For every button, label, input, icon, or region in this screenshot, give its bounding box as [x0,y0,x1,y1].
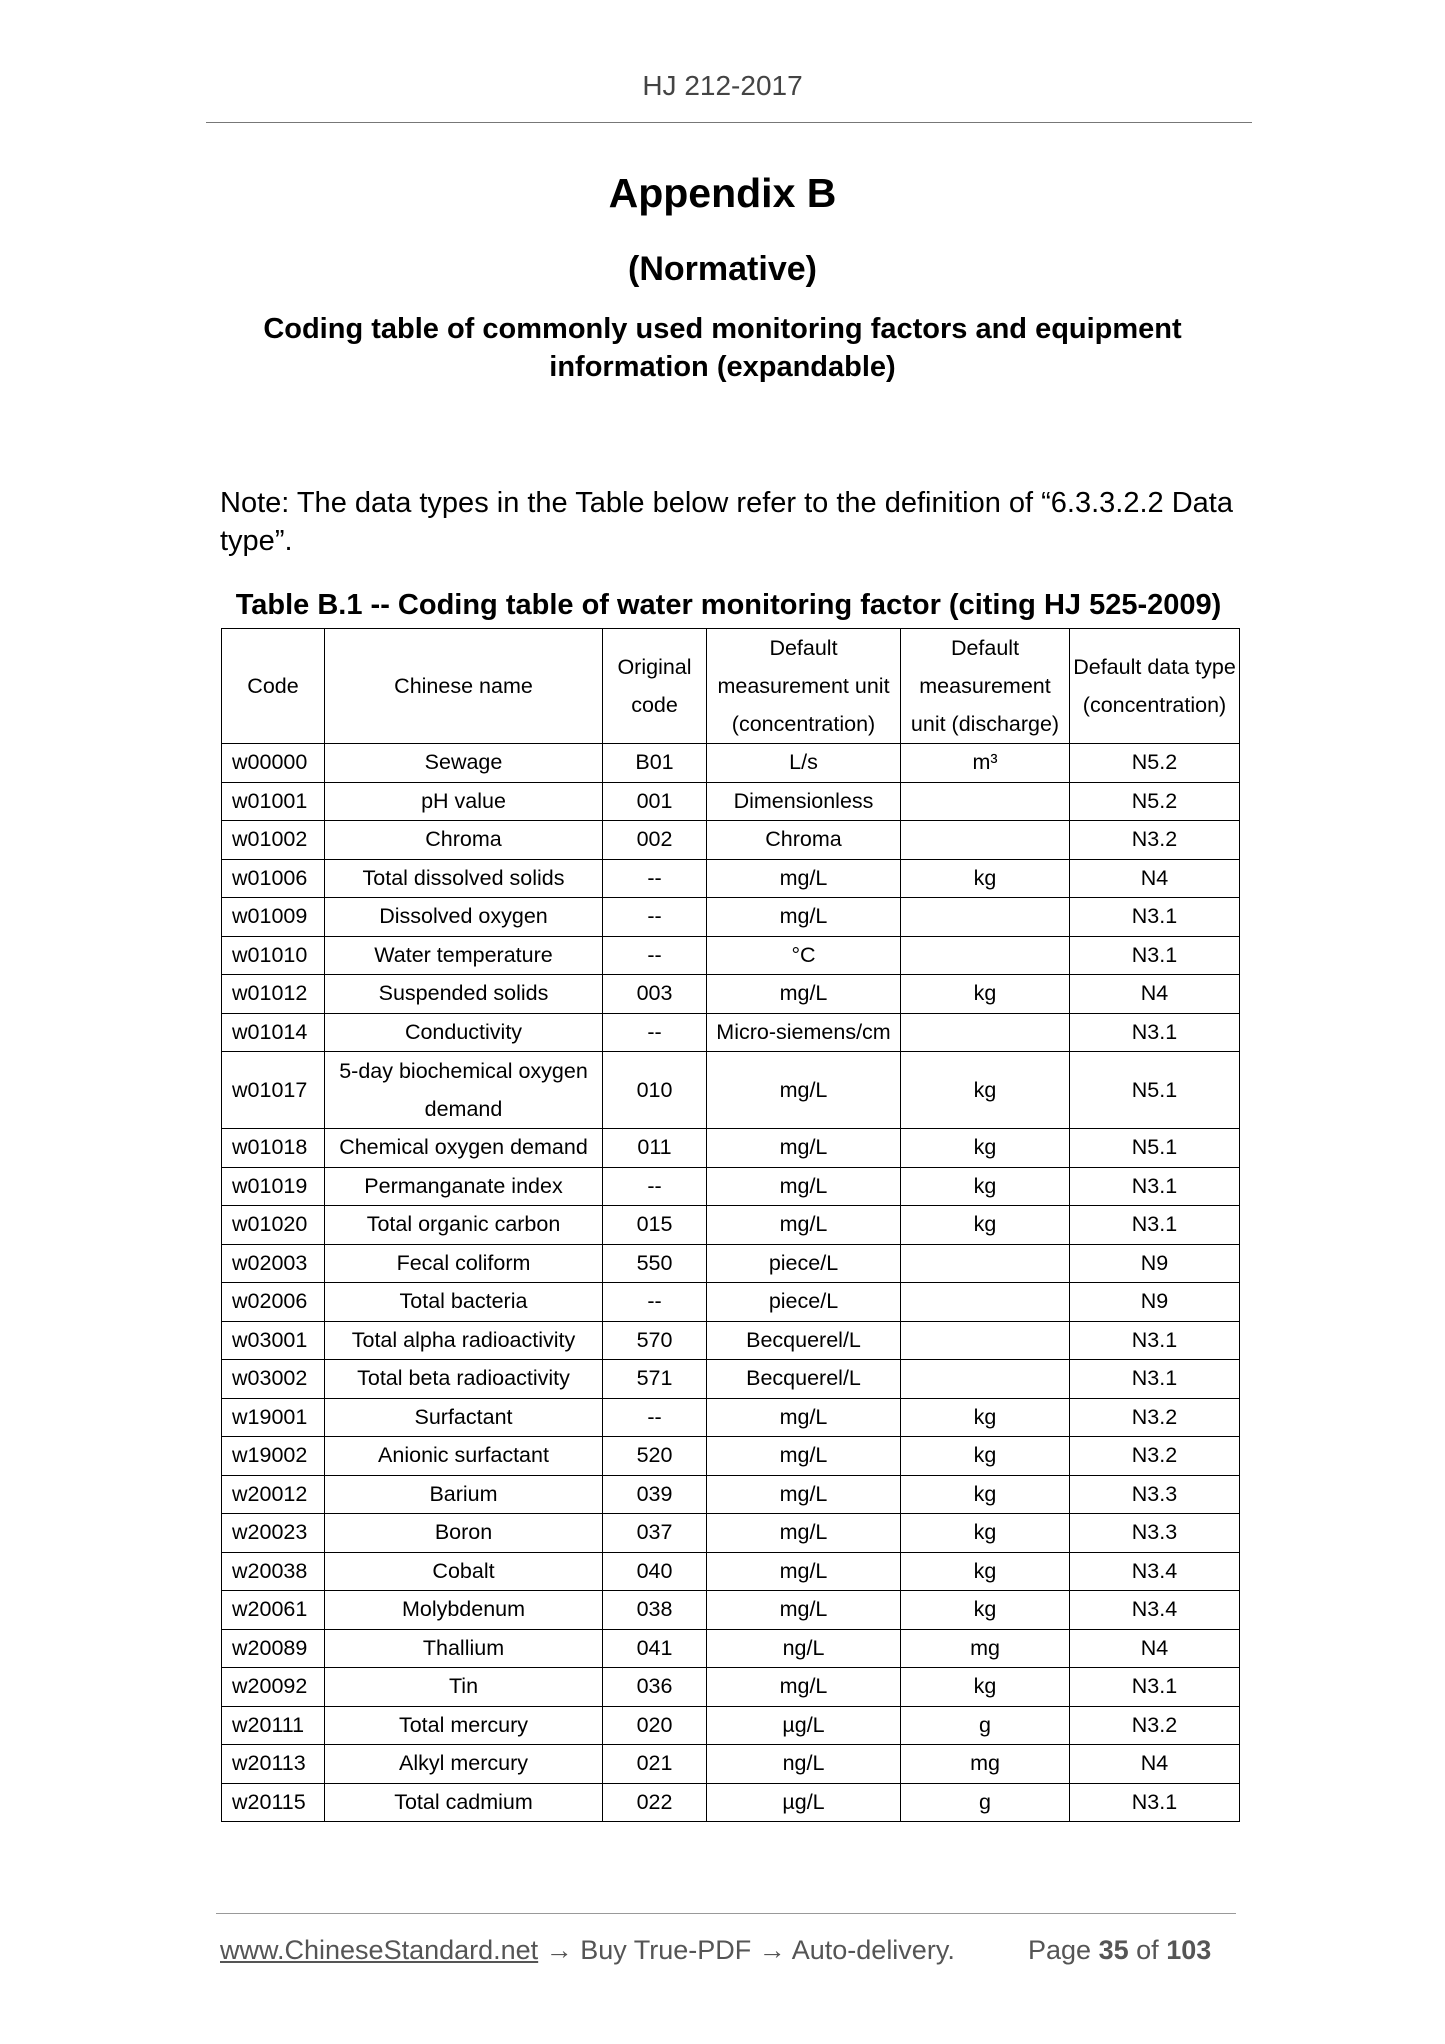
cell-chinese-name: Total dissolved solids [325,859,603,898]
cell-unit-discharge: kg [901,1514,1070,1553]
table-row [222,898,1240,937]
cell-code: w20115 [222,1783,325,1822]
cell-code: w03001 [222,1321,325,1360]
cell-unit-concentration: piece/L [707,1283,901,1322]
page-label: Page [1028,1935,1092,1965]
table-row [222,1398,1240,1437]
cell-code: w03002 [222,1360,325,1399]
cell-chinese-name: Chroma [325,821,603,860]
cell-code: w20092 [222,1668,325,1707]
header-unit-discharge: Default measurement unit (discharge) [901,629,1070,744]
table-row [222,936,1240,975]
cell-chinese-name: pH value [325,782,603,821]
cell-original-code: B01 [603,744,707,783]
cell-chinese-name: 5-day biochemical oxygen demand [325,1052,603,1129]
cell-data-type: N5.1 [1070,1129,1240,1168]
cell-original-code: -- [603,1398,707,1437]
cell-unit-discharge: g [901,1706,1070,1745]
cell-data-type: N3.1 [1070,1206,1240,1245]
table-row [222,1668,1240,1707]
table-row [222,1706,1240,1745]
cell-code: w01017 [222,1052,325,1129]
cell-unit-concentration: mg/L [707,898,901,937]
cell-chinese-name: Total organic carbon [325,1206,603,1245]
cell-unit-concentration: ng/L [707,1745,901,1784]
cell-code: w20061 [222,1591,325,1630]
cell-chinese-name: Sewage [325,744,603,783]
cell-original-code: 003 [603,975,707,1014]
cell-code: w01001 [222,782,325,821]
cell-unit-discharge: kg [901,1398,1070,1437]
cell-original-code: 036 [603,1668,707,1707]
cell-code: w20012 [222,1475,325,1514]
cell-chinese-name: Total cadmium [325,1783,603,1822]
cell-data-type: N3.3 [1070,1514,1240,1553]
table-caption: Table B.1 -- Coding table of water monitoring factor (citing HJ 525-2009) [235,589,1222,621]
cell-data-type: N3.1 [1070,1783,1240,1822]
cell-chinese-name: Surfactant [325,1398,603,1437]
header-divider [206,122,1252,123]
cell-chinese-name: Cobalt [325,1552,603,1591]
cell-chinese-name: Suspended solids [325,975,603,1014]
cell-chinese-name: Total beta radioactivity [325,1360,603,1399]
cell-data-type: N3.1 [1070,1668,1240,1707]
table-row [222,1629,1240,1668]
header-chinese-name: Chinese name [325,629,603,744]
cell-unit-discharge: kg [901,1668,1070,1707]
cell-chinese-name: Molybdenum [325,1591,603,1630]
cell-unit-concentration: Becquerel/L [707,1321,901,1360]
page-of-label: of [1136,1935,1159,1965]
cell-code: w20023 [222,1514,325,1553]
cell-chinese-name: Anionic surfactant [325,1437,603,1476]
cell-unit-discharge: kg [901,1591,1070,1630]
cell-code: w01014 [222,1013,325,1052]
cell-original-code: 041 [603,1629,707,1668]
cell-data-type: N3.3 [1070,1475,1240,1514]
cell-data-type: N3.1 [1070,1167,1240,1206]
cell-data-type: N3.1 [1070,1013,1240,1052]
cell-unit-discharge: kg [901,975,1070,1014]
table-row [222,1283,1240,1322]
cell-unit-discharge [901,782,1070,821]
table-row [222,1244,1240,1283]
cell-unit-concentration: L/s [707,744,901,783]
cell-original-code: 550 [603,1244,707,1283]
cell-data-type: N3.2 [1070,821,1240,860]
cell-unit-discharge: kg [901,1206,1070,1245]
cell-chinese-name: Total mercury [325,1706,603,1745]
cell-original-code: 011 [603,1129,707,1168]
table-row [222,1013,1240,1052]
cell-unit-concentration: µg/L [707,1706,901,1745]
cell-unit-concentration: mg/L [707,859,901,898]
promo-text: → Buy True-PDF → Auto-delivery. [538,1935,955,1965]
cell-chinese-name: Conductivity [325,1013,603,1052]
cell-unit-concentration: mg/L [707,1514,901,1553]
appendix-title: Appendix B [608,170,837,216]
cell-code: w01019 [222,1167,325,1206]
cell-original-code: -- [603,1013,707,1052]
cell-code: w01002 [222,821,325,860]
table-row [222,1783,1240,1822]
header-original-code: Original code [603,629,707,744]
cell-data-type: N3.2 [1070,1437,1240,1476]
cell-unit-discharge [901,1360,1070,1399]
cell-unit-concentration: mg/L [707,1206,901,1245]
cell-data-type: N3.1 [1070,1321,1240,1360]
cell-code: w01006 [222,859,325,898]
cell-data-type: N9 [1070,1283,1240,1322]
table-row [222,1437,1240,1476]
table-row [222,1206,1240,1245]
cell-data-type: N3.1 [1070,1360,1240,1399]
cell-code: w20113 [222,1745,325,1784]
cell-data-type: N4 [1070,1629,1240,1668]
cell-unit-concentration: Dimensionless [707,782,901,821]
table-row [222,1167,1240,1206]
table-row [222,1475,1240,1514]
cell-unit-discharge [901,1244,1070,1283]
cell-data-type: N4 [1070,1745,1240,1784]
cell-original-code: 037 [603,1514,707,1553]
cell-unit-concentration: mg/L [707,1052,901,1129]
cell-unit-concentration: mg/L [707,1552,901,1591]
cell-chinese-name: Total alpha radioactivity [325,1321,603,1360]
table-row [222,782,1240,821]
cell-original-code: 570 [603,1321,707,1360]
cell-unit-concentration: mg/L [707,1437,901,1476]
table-row [222,859,1240,898]
cell-unit-concentration: Micro-siemens/cm [707,1013,901,1052]
cell-original-code: -- [603,898,707,937]
table-row [222,1591,1240,1630]
header-data-type: Default data type (concentration) [1070,629,1240,744]
cell-original-code: 015 [603,1206,707,1245]
table-row [222,744,1240,783]
cell-original-code: -- [603,1167,707,1206]
cell-unit-discharge [901,1283,1070,1322]
cell-original-code: -- [603,1283,707,1322]
appendix-subtitle: (Normative) [628,250,817,288]
cell-chinese-name: Barium [325,1475,603,1514]
cell-unit-concentration: mg/L [707,1591,901,1630]
monitoring-factor-table [221,628,1240,1822]
cell-code: w01010 [222,936,325,975]
cell-unit-discharge [901,1013,1070,1052]
cell-data-type: N4 [1070,975,1240,1014]
cell-code: w19001 [222,1398,325,1437]
table-row [222,975,1240,1014]
cell-unit-concentration: mg/L [707,1668,901,1707]
cell-unit-concentration: mg/L [707,1475,901,1514]
table-row [222,1052,1240,1129]
cell-code: w00000 [222,744,325,783]
cell-code: w20038 [222,1552,325,1591]
table-row [222,821,1240,860]
cell-chinese-name: Alkyl mercury [325,1745,603,1784]
cell-unit-concentration: Chroma [707,821,901,860]
table-header-row [222,629,1240,744]
cell-unit-discharge: kg [901,859,1070,898]
table-row [222,1360,1240,1399]
cell-unit-concentration: mg/L [707,975,901,1014]
cell-code: w01020 [222,1206,325,1245]
cell-chinese-name: Total bacteria [325,1283,603,1322]
cell-unit-concentration: ng/L [707,1629,901,1668]
cell-data-type: N5.1 [1070,1052,1240,1129]
cell-code: w01018 [222,1129,325,1168]
cell-original-code: 021 [603,1745,707,1784]
cell-unit-concentration: piece/L [707,1244,901,1283]
cell-unit-discharge: kg [901,1052,1070,1129]
cell-original-code: -- [603,936,707,975]
cell-original-code: 022 [603,1783,707,1822]
cell-data-type: N3.4 [1070,1591,1240,1630]
page-indicator [1028,1935,1211,1966]
cell-original-code: 571 [603,1360,707,1399]
cell-chinese-name: Chemical oxygen demand [325,1129,603,1168]
page-total: 103 [1166,1935,1212,1965]
header-code: Code [222,629,325,744]
cell-code: w20111 [222,1706,325,1745]
appendix-description: Coding table of commonly used monitoring factors and equipment information (expandable) [263,313,1182,383]
cell-original-code: -- [603,859,707,898]
cell-data-type: N3.2 [1070,1706,1240,1745]
table-row [222,1745,1240,1784]
cell-data-type: N5.2 [1070,744,1240,783]
cell-unit-concentration: °C [707,936,901,975]
cell-data-type: N3.1 [1070,936,1240,975]
cell-chinese-name: Thallium [325,1629,603,1668]
cell-unit-discharge: m³ [901,744,1070,783]
cell-original-code: 010 [603,1052,707,1129]
cell-original-code: 520 [603,1437,707,1476]
cell-unit-concentration: mg/L [707,1167,901,1206]
page-current: 35 [1098,1935,1129,1965]
table-row [222,1129,1240,1168]
table-row [222,1321,1240,1360]
cell-unit-discharge [901,1321,1070,1360]
cell-data-type: N9 [1070,1244,1240,1283]
cell-code: w02003 [222,1244,325,1283]
cell-chinese-name: Fecal coliform [325,1244,603,1283]
table-row [222,1514,1240,1553]
cell-data-type: N5.2 [1070,782,1240,821]
cell-code: w01012 [222,975,325,1014]
cell-data-type: N3.2 [1070,1398,1240,1437]
cell-code: w01009 [222,898,325,937]
cell-chinese-name: Dissolved oxygen [325,898,603,937]
cell-chinese-name: Boron [325,1514,603,1553]
cell-unit-discharge: kg [901,1437,1070,1476]
cell-original-code: 002 [603,821,707,860]
cell-data-type: N3.4 [1070,1552,1240,1591]
table-row [222,1552,1240,1591]
footer-promo [220,1935,955,1966]
cell-unit-discharge [901,821,1070,860]
cell-chinese-name: Tin [325,1668,603,1707]
cell-unit-discharge: mg [901,1745,1070,1784]
cell-data-type: N4 [1070,859,1240,898]
cell-original-code: 040 [603,1552,707,1591]
cell-unit-concentration: µg/L [707,1783,901,1822]
cell-unit-concentration: mg/L [707,1398,901,1437]
cell-original-code: 038 [603,1591,707,1630]
cell-original-code: 039 [603,1475,707,1514]
cell-unit-discharge: kg [901,1167,1070,1206]
cell-original-code: 001 [603,782,707,821]
cell-code: w19002 [222,1437,325,1476]
cell-unit-discharge: kg [901,1552,1070,1591]
header-unit-concentration: Default measurement unit (concentration) [707,629,901,744]
cell-unit-discharge: g [901,1783,1070,1822]
cell-code: w20089 [222,1629,325,1668]
cell-unit-discharge [901,898,1070,937]
cell-chinese-name: Water temperature [325,936,603,975]
cell-unit-discharge: kg [901,1475,1070,1514]
site-link[interactable]: www.ChineseStandard.net [220,1935,539,1965]
cell-unit-discharge [901,936,1070,975]
table-body [222,744,1240,1822]
cell-unit-concentration: Becquerel/L [707,1360,901,1399]
cell-data-type: N3.1 [1070,898,1240,937]
footer-divider [216,1913,1236,1914]
cell-code: w02006 [222,1283,325,1322]
cell-unit-concentration: mg/L [707,1129,901,1168]
cell-unit-discharge: kg [901,1129,1070,1168]
document-code: HJ 212-2017 [642,70,803,101]
cell-chinese-name: Permanganate index [325,1167,603,1206]
cell-unit-discharge: mg [901,1629,1070,1668]
note-paragraph: Note: The data types in the Table below refer to the definition of “6.3.3.2.2 Data type”. [220,487,1233,557]
cell-original-code: 020 [603,1706,707,1745]
